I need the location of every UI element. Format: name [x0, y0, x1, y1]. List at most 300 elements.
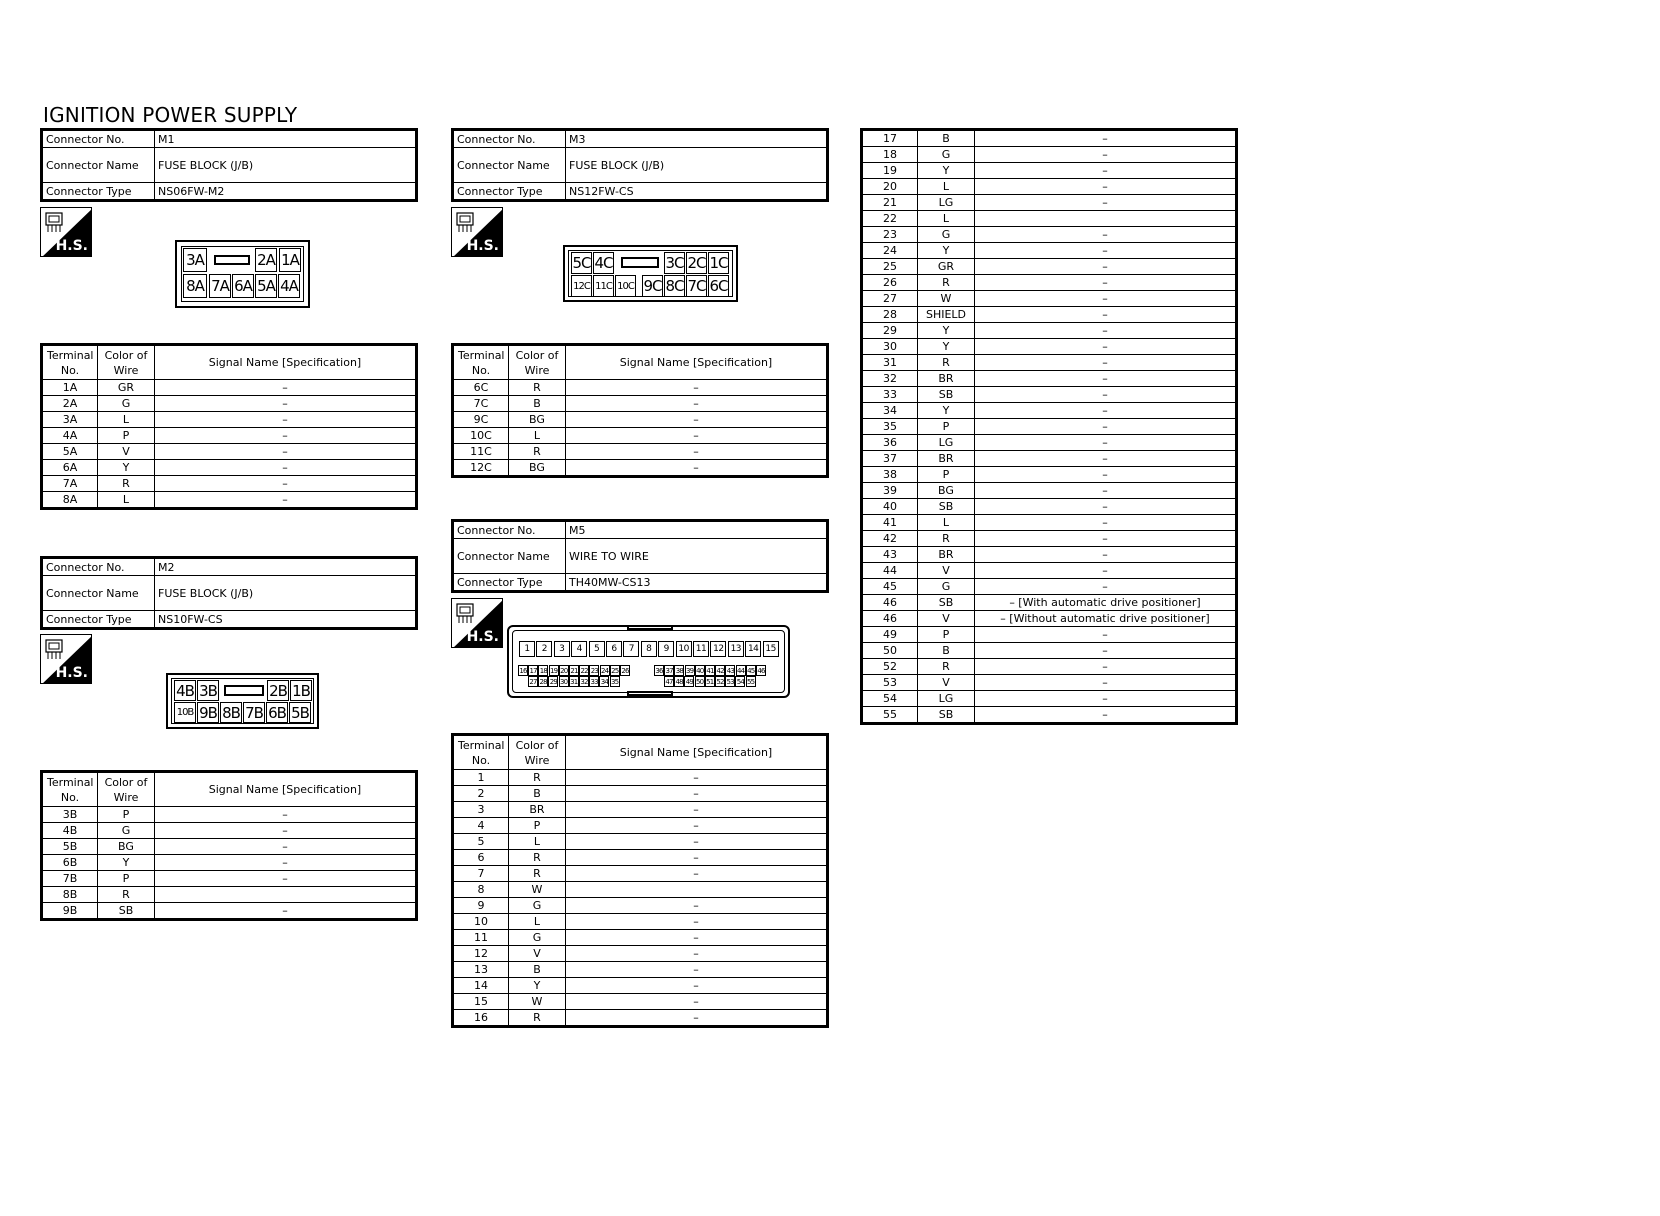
terminal-cell: 3 [453, 802, 509, 818]
terminal-cell: 34 [862, 403, 918, 419]
terminal-pin: 8A [183, 274, 207, 298]
m3-connector-face [563, 245, 738, 302]
m1-connector-info [40, 128, 418, 202]
table-row [42, 492, 417, 509]
m5-terminal-table-continued [860, 128, 1238, 725]
connector-symbol-icon [43, 210, 69, 236]
terminal-pin: 1 [519, 641, 535, 657]
signal-cell: – [155, 460, 417, 476]
terminal-cell: 50 [862, 643, 918, 659]
table-row [862, 163, 1237, 179]
connector-name-value: WIRE TO WIRE [566, 539, 828, 574]
terminal-cell: 11 [453, 930, 509, 946]
wire-color-cell: V [509, 946, 566, 962]
signal-cell: – [566, 428, 828, 444]
signal-cell: – [975, 339, 1237, 355]
header-signal-name: Signal Name [Specification] [155, 772, 417, 807]
terminal-cell: 53 [862, 675, 918, 691]
connector-symbol-icon [454, 210, 480, 236]
terminal-pin: 24 [600, 666, 609, 675]
terminal-cell: 7A [42, 476, 98, 492]
terminal-cell: 27 [862, 291, 918, 307]
terminal-cell: 29 [862, 323, 918, 339]
terminal-pin: 5C [572, 254, 591, 272]
table-row [862, 547, 1237, 563]
signal-cell: – [155, 444, 417, 460]
terminal-pin: 14 [745, 641, 761, 657]
header-color-of-wire: Color of Wire [98, 772, 155, 807]
m5-terminal-table [451, 733, 829, 1028]
connector-type-label: Connector Type [42, 611, 155, 629]
terminal-pin: 1A [279, 248, 301, 272]
connector-type-value: TH40MW-CS13 [566, 574, 828, 592]
terminal-pin: 15 [763, 641, 779, 657]
signal-cell [566, 882, 828, 898]
wire-color-cell: V [918, 675, 975, 691]
wire-color-cell: B [918, 130, 975, 147]
terminal-pin: 55 [746, 677, 755, 686]
wire-color-cell: B [509, 962, 566, 978]
terminal-pin: 39 [685, 666, 694, 675]
terminal-cell: 7C [453, 396, 509, 412]
terminal-pin: 9 [658, 641, 674, 657]
terminal-cell: 52 [862, 659, 918, 675]
terminal-pin: 27 [529, 677, 537, 686]
wire-color-cell: SB [918, 499, 975, 515]
terminal-cell: 14 [453, 978, 509, 994]
table-row [862, 195, 1237, 211]
hs-badge-frame [40, 207, 92, 257]
terminal-pin: 34 [600, 677, 609, 686]
wire-color-cell: SB [918, 387, 975, 403]
terminal-pin: 46 [757, 666, 765, 675]
table-row [862, 291, 1237, 307]
terminal-cell: 5 [453, 834, 509, 850]
signal-cell: – [155, 412, 417, 428]
wire-color-cell: BG [509, 412, 566, 428]
signal-cell: – [975, 467, 1237, 483]
m3-connector-info [451, 128, 829, 202]
table-row [42, 460, 417, 476]
header-terminal-no: Terminal No. [453, 345, 509, 380]
table-row [862, 563, 1237, 579]
signal-cell: – [566, 978, 828, 994]
page-title: IGNITION POWER SUPPLY [43, 103, 298, 127]
terminal-pin: 7B [243, 702, 265, 723]
table-row [862, 515, 1237, 531]
table-row [453, 834, 828, 850]
terminal-cell: 15 [453, 994, 509, 1010]
table-row [42, 396, 417, 412]
terminal-cell: 45 [862, 579, 918, 595]
connector-type-label: Connector Type [42, 183, 155, 201]
signal-cell: – [566, 380, 828, 396]
terminal-cell: 54 [862, 691, 918, 707]
terminal-pin: 47 [665, 677, 673, 686]
terminal-pin: 22 [580, 666, 588, 675]
signal-cell: – [975, 387, 1237, 403]
terminal-cell: 7B [42, 871, 98, 887]
wire-color-cell: BG [918, 483, 975, 499]
wire-color-cell: P [98, 871, 155, 887]
signal-cell: – [975, 227, 1237, 243]
terminal-cell: 1A [42, 380, 98, 396]
terminal-cell: 8 [453, 882, 509, 898]
signal-cell: – [155, 871, 417, 887]
terminal-cell: 1 [453, 770, 509, 786]
table-row [453, 444, 828, 460]
terminal-pin: 6C [709, 277, 728, 295]
terminal-pin: 3 [554, 641, 570, 657]
signal-cell: – [566, 994, 828, 1010]
signal-cell: – [566, 396, 828, 412]
terminal-pin: 31 [570, 677, 578, 686]
connector-latch [621, 257, 659, 268]
terminal-pin: 20 [560, 666, 568, 675]
table-row [862, 355, 1237, 371]
signal-cell: – [155, 855, 417, 871]
wire-color-cell: P [509, 818, 566, 834]
wire-color-cell: GR [98, 380, 155, 396]
connector-symbol-icon [43, 637, 69, 663]
terminal-pin: 18 [539, 666, 548, 675]
terminal-pin: 7 [623, 641, 639, 657]
wire-color-cell: L [918, 179, 975, 195]
terminal-pin: 9C [643, 277, 662, 295]
terminal-cell: 6A [42, 460, 98, 476]
terminal-cell: 22 [862, 211, 918, 227]
terminal-pin: 2 [536, 641, 552, 657]
table-row [42, 807, 417, 823]
connector-name-label: Connector Name [453, 148, 566, 183]
table-row [453, 882, 828, 898]
wire-color-cell: L [98, 412, 155, 428]
header-signal-name: Signal Name [Specification] [566, 345, 828, 380]
signal-cell: – [566, 898, 828, 914]
signal-cell: – [566, 444, 828, 460]
terminal-cell: 5A [42, 444, 98, 460]
signal-cell: – [975, 419, 1237, 435]
wire-color-cell: B [509, 786, 566, 802]
wire-color-cell: LG [918, 195, 975, 211]
m5-connector-info [451, 519, 829, 593]
terminal-pin: 10 [676, 641, 692, 657]
terminal-pin: 7C [687, 277, 706, 295]
signal-cell: – [155, 380, 417, 396]
signal-cell: – [566, 914, 828, 930]
wire-color-cell: SHIELD [918, 307, 975, 323]
header-terminal-no: Terminal No. [42, 345, 98, 380]
table-row [42, 428, 417, 444]
signal-cell: – [975, 707, 1237, 724]
wire-color-cell: R [509, 850, 566, 866]
terminal-pin: 11 [693, 641, 709, 657]
wire-color-cell: LG [918, 691, 975, 707]
table-row [42, 855, 417, 871]
terminal-cell: 3B [42, 807, 98, 823]
terminal-pin: 7A [209, 274, 231, 298]
terminal-cell: 13 [453, 962, 509, 978]
terminal-cell: 5B [42, 839, 98, 855]
signal-cell: – [566, 946, 828, 962]
hs-label: H.S. [55, 665, 88, 681]
header-color-of-wire: Color of Wire [509, 735, 566, 770]
terminal-cell: 46 [862, 611, 918, 627]
table-row [862, 130, 1237, 147]
wire-color-cell: R [918, 659, 975, 675]
signal-cell: – [566, 770, 828, 786]
hs-icon [40, 634, 92, 684]
connector-latch [214, 255, 250, 265]
header-signal-name: Signal Name [Specification] [155, 345, 417, 380]
table-row [453, 946, 828, 962]
terminal-pin: 4 [571, 641, 587, 657]
signal-cell: – [975, 531, 1237, 547]
table-row [42, 839, 417, 855]
signal-cell: – [975, 403, 1237, 419]
table-row [42, 444, 417, 460]
terminal-cell: 23 [862, 227, 918, 243]
signal-cell: – [975, 323, 1237, 339]
signal-cell: – [975, 147, 1237, 163]
terminal-cell: 2 [453, 786, 509, 802]
signal-cell: – [155, 492, 417, 509]
table-row [862, 211, 1237, 227]
wire-color-cell: G [918, 227, 975, 243]
wire-color-cell: BG [98, 839, 155, 855]
connector-name-label: Connector Name [453, 539, 566, 574]
terminal-cell: 31 [862, 355, 918, 371]
signal-cell: – [975, 451, 1237, 467]
signal-cell: – [566, 930, 828, 946]
terminal-pin: 10B [174, 702, 196, 723]
terminal-pin: 19 [549, 666, 558, 675]
table-header [42, 772, 417, 807]
terminal-cell: 36 [862, 435, 918, 451]
wire-color-cell: GR [918, 259, 975, 275]
wire-color-cell: V [918, 611, 975, 627]
terminal-pin: 25 [611, 666, 619, 675]
terminal-pin: 11C [593, 275, 614, 297]
table-row [862, 339, 1237, 355]
terminal-cell: 17 [862, 130, 918, 147]
wire-color-cell: B [509, 396, 566, 412]
signal-cell: – [155, 823, 417, 839]
terminal-pin: 37 [665, 666, 673, 675]
wire-color-cell: R [509, 866, 566, 882]
hs-icon [451, 207, 503, 257]
terminal-pin: 53 [726, 677, 734, 686]
terminal-cell: 6B [42, 855, 98, 871]
m2-connector-info [40, 556, 418, 630]
wire-color-cell: BR [918, 371, 975, 387]
terminal-pin: 35 [610, 677, 619, 686]
signal-cell: – [975, 130, 1237, 147]
table-row [42, 903, 417, 920]
terminal-pin: 51 [706, 677, 714, 686]
terminal-cell: 19 [862, 163, 918, 179]
signal-cell: – [Without automatic drive positioner] [975, 611, 1237, 627]
connector-no-label: Connector No. [453, 130, 566, 148]
connector-no-value: M1 [155, 130, 417, 148]
wire-color-cell: Y [509, 978, 566, 994]
wire-color-cell: G [509, 930, 566, 946]
terminal-cell: 8B [42, 887, 98, 903]
table-row [862, 643, 1237, 659]
signal-cell: – [975, 307, 1237, 323]
terminal-pin: 41 [706, 666, 714, 675]
wire-color-cell: G [918, 579, 975, 595]
table-row [453, 786, 828, 802]
table-row [862, 451, 1237, 467]
connector-no-value: M5 [566, 521, 828, 539]
terminal-pin: 30 [559, 677, 568, 686]
terminal-pin: 45 [747, 666, 755, 675]
terminal-cell: 26 [862, 275, 918, 291]
terminal-cell: 8A [42, 492, 98, 509]
wire-color-cell: Y [918, 403, 975, 419]
table-row [862, 579, 1237, 595]
terminal-pin: 36 [655, 666, 663, 675]
signal-cell: – [975, 259, 1237, 275]
table-row [42, 476, 417, 492]
table-row [862, 227, 1237, 243]
wire-color-cell: L [918, 211, 975, 227]
wire-color-cell: V [98, 444, 155, 460]
signal-cell: – [975, 483, 1237, 499]
table-row [862, 387, 1237, 403]
table-row [453, 978, 828, 994]
terminal-pin: 49 [685, 677, 694, 686]
hs-label: H.S. [466, 238, 499, 254]
signal-cell: – [975, 579, 1237, 595]
signal-cell: – [975, 163, 1237, 179]
wire-color-cell: R [509, 770, 566, 786]
table-row [453, 850, 828, 866]
terminal-pin: 12C [571, 275, 592, 297]
table-row [862, 403, 1237, 419]
connector-name-value: FUSE BLOCK (J/B) [155, 576, 417, 611]
terminal-pin: 8C [665, 277, 684, 295]
connector-name-value: FUSE BLOCK (J/B) [155, 148, 417, 183]
signal-cell: – [155, 476, 417, 492]
terminal-pin: 1B [290, 680, 312, 701]
wire-color-cell: L [918, 515, 975, 531]
terminal-pin: 5 [589, 641, 605, 657]
terminal-pin: 4B [174, 680, 196, 701]
signal-cell [975, 211, 1237, 227]
wire-color-cell: R [918, 531, 975, 547]
terminal-pin: 32 [580, 677, 588, 686]
terminal-cell: 33 [862, 387, 918, 403]
table-row [453, 930, 828, 946]
wire-color-cell: SB [918, 595, 975, 611]
terminal-pin: 9B [197, 702, 219, 723]
terminal-pin: 42 [716, 666, 724, 675]
signal-cell: – [975, 627, 1237, 643]
terminal-cell: 32 [862, 371, 918, 387]
terminal-pin: 4A [278, 274, 300, 298]
header-terminal-no: Terminal No. [453, 735, 509, 770]
table-row [453, 802, 828, 818]
signal-cell: – [975, 355, 1237, 371]
signal-cell: – [155, 807, 417, 823]
table-row [453, 994, 828, 1010]
terminal-pin: 2C [687, 254, 706, 272]
wire-color-cell: R [509, 1010, 566, 1027]
terminal-cell: 9 [453, 898, 509, 914]
header-color-of-wire: Color of Wire [98, 345, 155, 380]
table-row [42, 823, 417, 839]
table-row [862, 611, 1237, 627]
table-row [453, 898, 828, 914]
table-row [862, 659, 1237, 675]
connector-name-label: Connector Name [42, 576, 155, 611]
m5-connector-face [507, 625, 790, 698]
terminal-cell: 41 [862, 515, 918, 531]
table-row [862, 147, 1237, 163]
terminal-cell: 24 [862, 243, 918, 259]
terminal-pin: 21 [570, 666, 578, 675]
connector-no-value: M3 [566, 130, 828, 148]
signal-cell: – [975, 179, 1237, 195]
m3-terminal-table [451, 343, 829, 478]
connector-latch [627, 691, 673, 696]
wire-color-cell: L [509, 834, 566, 850]
wire-color-cell: SB [918, 707, 975, 724]
table-row [42, 871, 417, 887]
terminal-pin: 6 [606, 641, 622, 657]
wire-color-cell: P [98, 428, 155, 444]
signal-cell: – [566, 802, 828, 818]
table-row [862, 483, 1237, 499]
terminal-cell: 9B [42, 903, 98, 920]
terminal-cell: 12C [453, 460, 509, 477]
wire-color-cell: L [509, 914, 566, 930]
terminal-cell: 18 [862, 147, 918, 163]
terminal-cell: 43 [862, 547, 918, 563]
connector-name-label: Connector Name [42, 148, 155, 183]
wire-color-cell: P [918, 467, 975, 483]
terminal-cell: 6 [453, 850, 509, 866]
wire-color-cell: R [918, 355, 975, 371]
terminal-pin: 17 [529, 666, 537, 675]
signal-cell: – [975, 643, 1237, 659]
signal-cell: – [975, 291, 1237, 307]
signal-cell: – [975, 195, 1237, 211]
terminal-cell: 16 [453, 1010, 509, 1027]
terminal-pin: 10C [615, 275, 636, 297]
terminal-pin: 28 [539, 677, 547, 686]
terminal-pin: 8 [641, 641, 657, 657]
signal-cell: – [155, 903, 417, 920]
terminal-cell: 44 [862, 563, 918, 579]
signal-cell: – [566, 850, 828, 866]
terminal-pin: 13 [728, 641, 744, 657]
signal-cell: – [975, 675, 1237, 691]
terminal-pin: 6A [232, 274, 254, 298]
terminal-pin: 8B [220, 702, 242, 723]
header-signal-name: Signal Name [Specification] [566, 735, 828, 770]
terminal-cell: 9C [453, 412, 509, 428]
wire-color-cell: Y [98, 460, 155, 476]
table-row [453, 866, 828, 882]
terminal-pin: 1C [709, 254, 728, 272]
terminal-pin: 52 [716, 677, 724, 686]
table-row [453, 770, 828, 786]
wire-color-cell: V [918, 563, 975, 579]
table-header [453, 735, 828, 770]
